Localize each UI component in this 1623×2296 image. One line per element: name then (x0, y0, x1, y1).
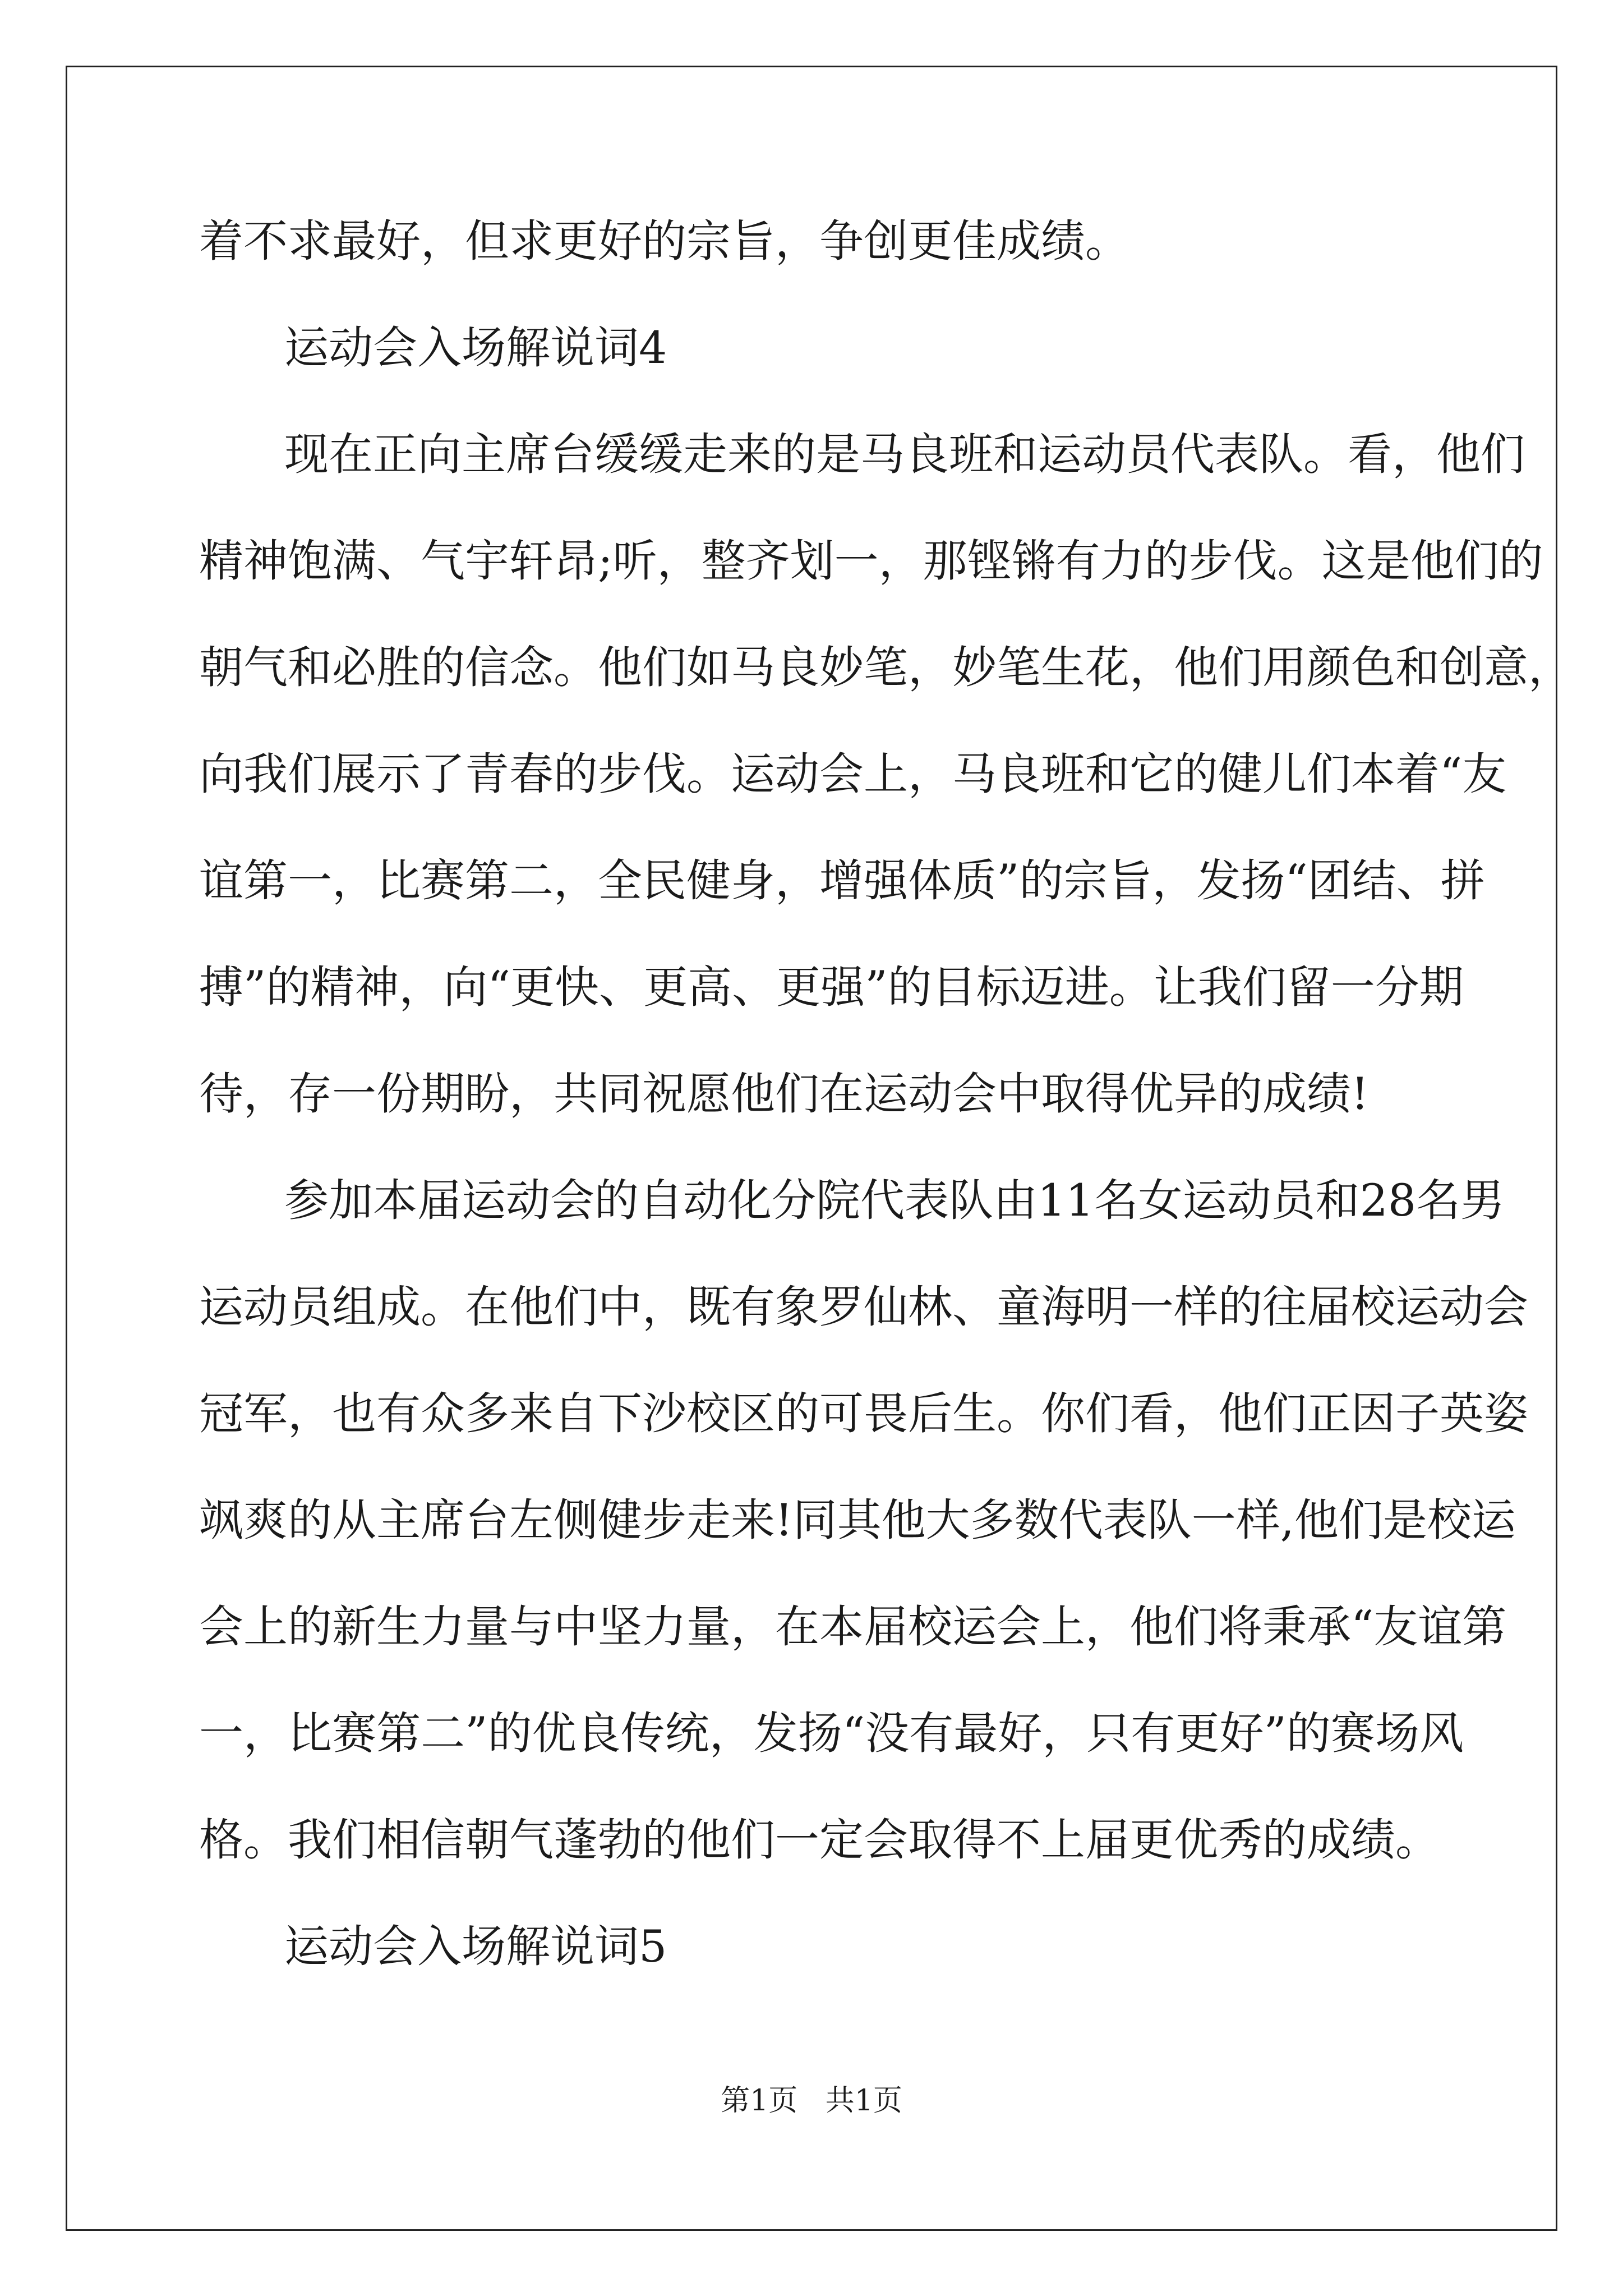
text-line: 参加本届运动会的自动化分院代表队由11名女运动员和28名男 (284, 1175, 1505, 1226)
text-line: 冠军，也有众多来自下沙校区的可畏后生。你们看，他们正因子英姿 (199, 1388, 1528, 1439)
text-line: 着不求最好，但求更好的宗旨，争创更佳成绩。 (199, 215, 1129, 267)
text-line: 搏”的精神，向“更快、更高、更强”的目标迈进。让我们留一分期 (199, 961, 1464, 1013)
text-line: 现在正向主席台缓缓走来的是马良班和运动员代表队。看，他们 (284, 429, 1525, 480)
text-line: 会上的新生力量与中坚力量，在本届校运会上，他们将秉承“友谊第 (199, 1601, 1507, 1653)
page-number: 第1页 共1页 (721, 2084, 902, 2118)
text-line: 朝气和必胜的信念。他们如马良妙笔，妙笔生花，他们用颜色和创意， (199, 642, 1573, 693)
section-heading: 运动会入场解说词4 (284, 322, 667, 374)
text-line: 格。我们相信朝气蓬勃的他们一定会取得不上届更优秀的成绩。 (199, 1814, 1440, 1866)
text-line: 一，比赛第二”的优良传统，发扬“没有最好，只有更好”的赛场风 (199, 1708, 1464, 1759)
text-line: 飒爽的从主席台左侧健步走来!同其他大多数代表队一样,他们是校运 (199, 1494, 1516, 1546)
text-line: 向我们展示了青春的步伐。运动会上，马良班和它的健儿们本着“友 (199, 748, 1507, 800)
text-line: 运动员组成。在他们中，既有象罗仙林、童海明一样的往届校运动会 (199, 1281, 1528, 1333)
text-line: 谊第一，比赛第二，全民健身，增强体质”的宗旨，发扬“团结、拼 (199, 855, 1485, 907)
text-line: 精神饱满、气宇轩昂;听，整齐划一，那铿锵有力的步伐。这是他们的 (199, 535, 1543, 587)
text-line: 待，存一份期盼，共同祝愿他们在运动会中取得优异的成绩! (199, 1068, 1369, 1120)
page-border (66, 66, 1573, 2231)
section-heading: 运动会入场解说词5 (284, 1921, 667, 1972)
